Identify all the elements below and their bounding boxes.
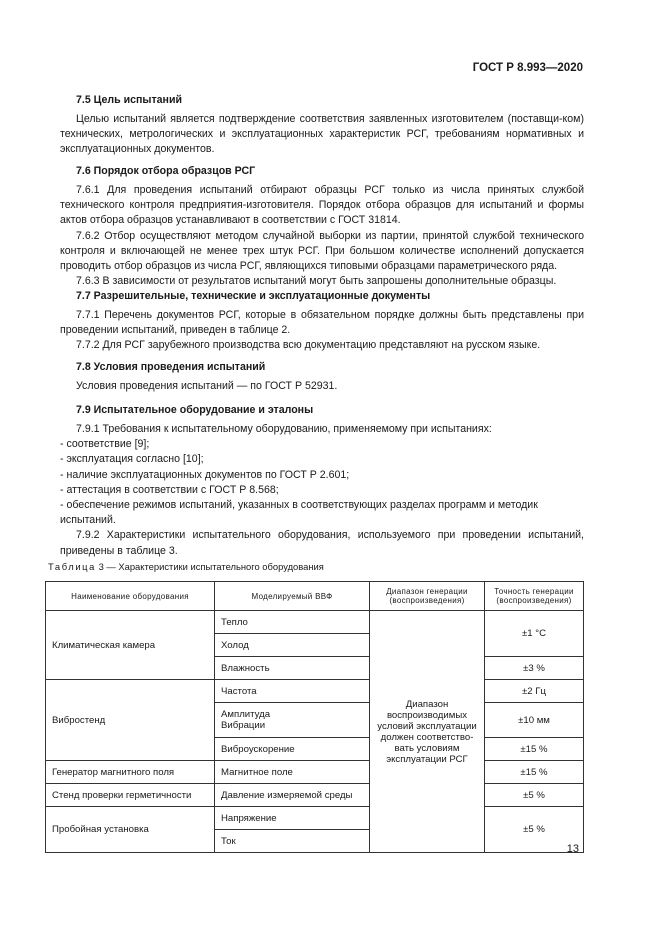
accuracy-cell: ±5 % — [485, 784, 584, 807]
table-row — [46, 761, 584, 784]
paragraph: 7.6.2 Отбор осуществляют методом случайной выборки из партии, принятой службой технического контроля и включающей не менее трех штук РСГ. При большом количестве исполнений допускается проводить отбор образцов из числа РСГ, являющихся типовыми образцами параметрического ряда. — [60, 229, 584, 273]
accuracy-cell: ±15 % — [485, 738, 584, 761]
paragraph: 7.7.1 Перечень документов РСГ, которые в обязательном порядке должны быть представлены при проведении испытаний, приведен в таблице 2. — [60, 309, 584, 337]
equipment-name: Генератор магнитного поля — [46, 761, 215, 784]
list-item: - соответствие [9]; — [60, 438, 150, 451]
paragraph: 7.6.3 В зависимости от результатов испытаний могут быть запрошены дополнительные образцы. — [76, 275, 557, 288]
table-row — [46, 784, 584, 807]
equipment-table — [45, 581, 584, 853]
paragraph: 7.9.2 Характеристики испытательного оборудования, используемого при проведении испытаний, приведены в таблице 3. — [60, 529, 584, 557]
factor-cell: Магнитное поле — [215, 761, 370, 784]
factor-cell: Холод — [215, 634, 370, 657]
table-row — [46, 807, 584, 830]
factor-cell: Частота — [215, 680, 370, 703]
header-range: Диапазон генерации (воспроизведения) — [370, 582, 485, 611]
document-code: ГОСТ Р 8.993—2020 — [472, 62, 583, 74]
table-header-row — [46, 582, 584, 611]
factor-cell: Влажность — [215, 657, 370, 680]
factor-cell — [215, 703, 370, 738]
equipment-name: Пробойная установка — [46, 807, 215, 853]
section-7-7-body — [60, 308, 584, 354]
factor-cell: Напряжение — [215, 807, 370, 830]
section-7-5-title: 7.5 Цель испытаний — [76, 94, 182, 106]
table-caption-text: 3 — Характеристики испытательного оборудования — [98, 561, 324, 572]
factor-cell: Виброускорение — [215, 738, 370, 761]
list-item: - обеспечение режимов испытаний, указанных в соответствующих разделах программ и методик испытаний. — [60, 499, 538, 527]
section-7-9-title: 7.9 Испытательное оборудование и эталоны — [76, 404, 314, 416]
accuracy-cell: ±1 °С — [485, 611, 584, 657]
paragraph: Целью испытаний является подтверждение соответствия заявленных изготовителем (поставщи-ком) технических, метрологических и эксплуатационных характеристик РСГ, требованиям нормативных и эксплуатационных документов. — [60, 113, 584, 156]
range-cell: Диапазон воспроизводимых условий эксплуатации должен соответство-вать условиям эксплуатации РСГ — [370, 611, 485, 853]
paragraph: 7.9.1 Требования к испытательному оборудованию, применяемому при испытаниях: — [76, 423, 492, 435]
section-7-5-body — [60, 112, 584, 158]
list-item: - аттестация в соответствии с ГОСТ Р 8.568; — [60, 483, 279, 496]
paragraph: 7.6.1 Для проведения испытаний отбирают образцы РСГ только из числа принятых службой технического контроля предприятия-изготовителя. Порядок отбора образцов для испытаний и формы актов отбора образцов устанавливают в соответствии с ГОСТ 31814. — [60, 184, 584, 227]
header-accuracy: Точность генерации (воспроизведения) — [485, 582, 584, 611]
equipment-name: Стенд проверки герметичности — [46, 784, 215, 807]
factor-cell: Ток — [215, 830, 370, 853]
factor-line: Амплитуда — [221, 709, 271, 720]
page-number: 13 — [566, 843, 579, 855]
table-caption-word: Таблица — [48, 561, 96, 572]
factor-cell: Давление измеряемой среды — [215, 784, 370, 807]
section-7-7-title: 7.7 Разрешительные, технические и эксплуатационные документы — [76, 290, 431, 302]
section-7-8-title: 7.8 Условия проведения испытаний — [76, 361, 266, 373]
paragraph: 7.7.2 Для РСГ зарубежного производства всю документацию представляют на русском языке. — [76, 339, 541, 352]
table-caption — [48, 561, 324, 572]
section-7-8-body — [60, 379, 584, 394]
factor-cell: Тепло — [215, 611, 370, 634]
table-row — [46, 680, 584, 703]
equipment-name: Вибростенд — [46, 680, 215, 761]
accuracy-cell: ±15 % — [485, 761, 584, 784]
table-row — [46, 611, 584, 634]
accuracy-cell: ±2 Гц — [485, 680, 584, 703]
section-7-9-body — [60, 422, 584, 559]
section-7-6-body — [60, 183, 584, 289]
accuracy-cell: ±10 мм — [485, 703, 584, 738]
factor-line: Вибрации — [221, 720, 266, 731]
accuracy-cell: ±3 % — [485, 657, 584, 680]
header-factor: Моделируемый ВВФ — [215, 582, 370, 611]
equipment-name: Климатическая камера — [46, 611, 215, 680]
accuracy-cell: ±5 % — [485, 807, 584, 853]
header-equipment: Наименование оборудования — [46, 582, 215, 611]
section-7-6-title: 7.6 Порядок отбора образцов РСГ — [76, 165, 256, 177]
list-item: - эксплуатация согласно [10]; — [60, 453, 204, 466]
list-item: - наличие эксплуатационных документов по ГОСТ Р 2.601; — [60, 468, 350, 481]
paragraph: Условия проведения испытаний — по ГОСТ Р 52931. — [76, 380, 338, 392]
